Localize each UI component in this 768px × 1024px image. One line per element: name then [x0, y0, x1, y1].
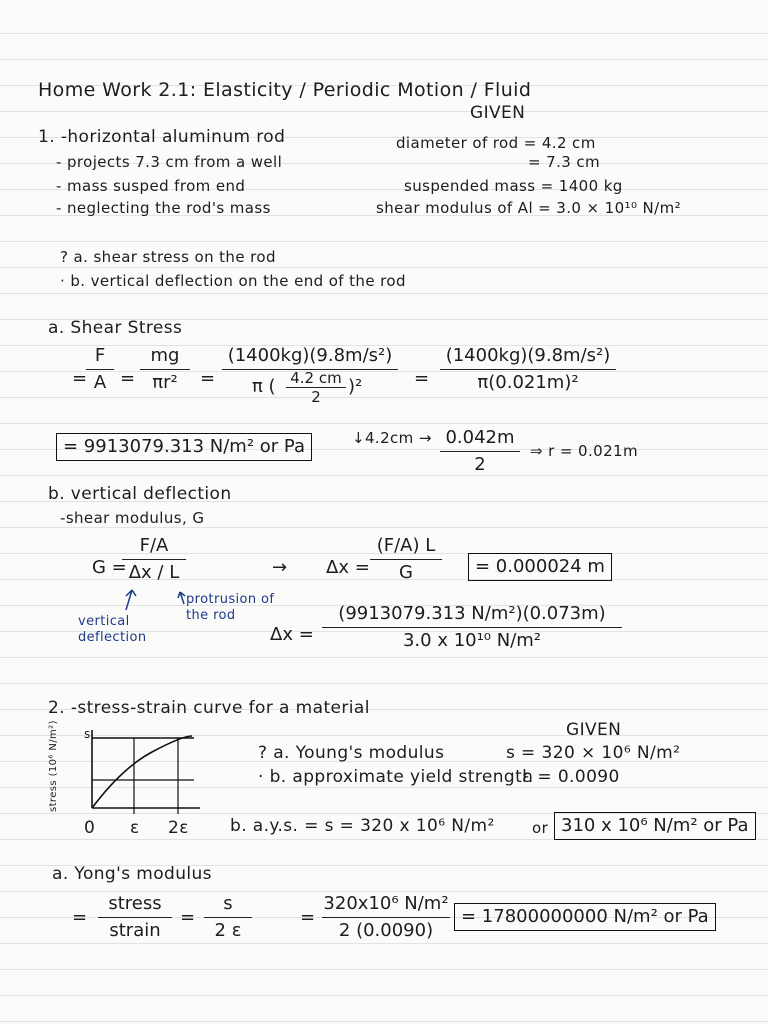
frac-num: s [223, 893, 233, 914]
part-a-heading: a. Shear Stress [48, 318, 183, 338]
graph-tick-0: 0 [84, 818, 96, 838]
question-1b: · b. vertical deflection on the end of the rod [60, 272, 406, 290]
frac-den: G [399, 562, 413, 583]
frac-den: 3.0 x 10¹⁰ N/m² [402, 630, 542, 651]
deflection-answer: = 0.000024 m [468, 553, 612, 581]
equals-sign: = [120, 368, 136, 389]
part-b-sub: -shear modulus, G [60, 509, 205, 527]
frac-den: 2 [474, 454, 486, 475]
stress-strain-graph [82, 728, 222, 818]
dx2-label: Δx = [270, 624, 314, 645]
fraction-dx-substitution [322, 602, 622, 653]
frac-num: (1400kg)(9.8m/s²) [227, 345, 393, 366]
radius-note-fraction [440, 426, 520, 477]
problem1-line2: - projects 7.3 cm from a well [56, 153, 283, 171]
den-pre: π ( [252, 376, 276, 397]
page-title: Home Work 2.1: Elasticity / Periodic Motion / Fluid [38, 79, 532, 101]
problem2-given-heading: GIVEN [566, 720, 622, 740]
frac-num: (1400kg)(9.8m/s²) [445, 345, 611, 366]
note-protrusion: protrusion of the rod [186, 592, 275, 623]
frac-den: Δx / L [128, 562, 180, 583]
radius-note-pre: ↓4.2cm → [352, 429, 432, 447]
problem2-heading: 2. -stress-strain curve for a material [48, 698, 370, 718]
question-2a: ? a. Young's modulus [258, 743, 445, 763]
fraction-g [122, 534, 186, 585]
equals-sign: = [414, 368, 430, 389]
given-shear-modulus: shear modulus of Al = 3.0 × 10¹⁰ N/m² [376, 199, 682, 217]
frac-den: 2 ε [214, 920, 242, 941]
frac-den: strain [109, 920, 161, 941]
frac-num: stress [108, 893, 162, 914]
yield-strength-line: b. a.y.s. = s = 320 x 10⁶ N/m² [230, 816, 495, 836]
shear-stress-answer: = 9913079.313 N/m² or Pa [56, 433, 312, 461]
note-vertical-deflection: vertical deflection [78, 614, 147, 645]
arrow-right: → [272, 557, 288, 578]
graph-tick-e: ε [130, 818, 140, 838]
yield-strength-answer: 310 x 10⁶ N/m² or Pa [554, 812, 756, 840]
g-label: G = [92, 557, 127, 578]
equals-sign: = [300, 907, 316, 928]
young-modulus-answer: = 17800000000 N/m² or Pa [454, 903, 716, 931]
stress-curve [92, 736, 192, 808]
equals-sign: = [72, 907, 88, 928]
fraction-dx [370, 534, 442, 585]
fraction-stress-over-strain [98, 892, 172, 943]
den-post: )² [348, 376, 363, 397]
radius-note-post: ⇒ r = 0.021m [530, 442, 638, 460]
frac-num: (9913079.313 N/m²)(0.073m) [338, 603, 606, 624]
frac-num: mg [150, 345, 180, 366]
arrow-up-icon [120, 584, 160, 614]
frac-num: F/A [139, 535, 169, 556]
given-heading: GIVEN [470, 103, 526, 123]
yield-or: or [532, 819, 549, 837]
inner-num: 4.2 cm [290, 369, 342, 387]
graph-s-label: s [84, 727, 91, 741]
den-inner-frac [286, 369, 346, 406]
frac-den [222, 371, 398, 411]
equals-sign: = [200, 368, 216, 389]
graph-tick-2e: 2ε [168, 818, 189, 838]
frac-num: 0.042m [445, 427, 515, 448]
problem1-line1: 1. -horizontal aluminum rod [38, 127, 286, 147]
frac-num: (F/A) L [376, 535, 436, 556]
equals-sign: = [180, 907, 196, 928]
fraction-young-substitution [322, 892, 450, 943]
fraction-mg-over-pi-r2 [140, 344, 190, 395]
graph-y-axis-label: stress (10⁶ N/m²) [48, 720, 59, 812]
fraction-substitution-2 [440, 344, 616, 395]
question-2b: · b. approximate yield strength [258, 767, 534, 787]
given-strain: ε = 0.0090 [522, 767, 620, 787]
frac-den: 2 (0.0090) [338, 920, 434, 941]
given-diameter: diameter of rod = 4.2 cm [396, 134, 596, 152]
question-1a: ? a. shear stress on the rod [60, 248, 276, 266]
fraction-s-over-2e [204, 892, 252, 943]
given-stress: s = 320 × 10⁶ N/m² [506, 743, 681, 763]
young-heading: a. Yong's modulus [52, 864, 212, 884]
problem1-line3: - mass susped from end [56, 177, 246, 195]
given-mass: suspended mass = 1400 kg [404, 177, 623, 195]
fraction-substitution-1 [222, 344, 398, 411]
inner-den: 2 [311, 388, 321, 406]
frac-den: πr² [152, 372, 178, 393]
frac-num: 320x10⁶ N/m² [323, 893, 449, 914]
part-b-heading: b. vertical deflection [48, 484, 232, 504]
frac-den: A [93, 372, 107, 393]
frac-den: π(0.021m)² [477, 372, 579, 393]
dx-label: Δx = [326, 557, 370, 578]
problem1-line4: - neglecting the rod's mass [56, 199, 271, 217]
fraction-f-over-a [86, 344, 114, 395]
given-length: = 7.3 cm [528, 153, 601, 171]
equals-sign: = [72, 368, 88, 389]
frac-num: F [94, 345, 106, 366]
